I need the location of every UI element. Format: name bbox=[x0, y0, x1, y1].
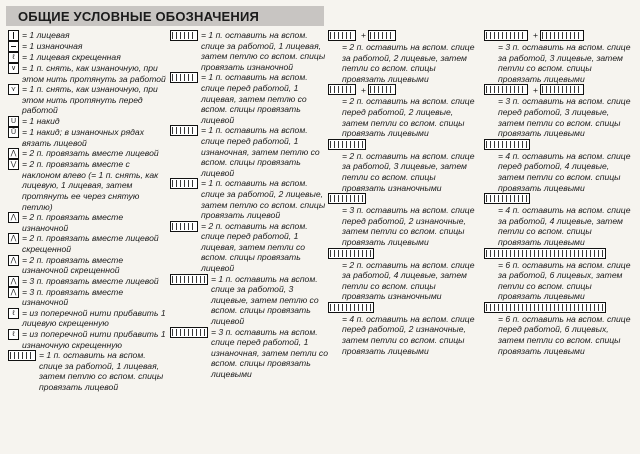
cable-symbol-icon bbox=[328, 248, 374, 259]
legend-item: = 3 п. оставить на вспом. спице перед работой, 1 изнаночная, затем петли со вспом. спицы провязать лицевыми bbox=[170, 327, 328, 380]
m1-purl-symbol-icon: ℓ bbox=[8, 329, 19, 340]
symbol-combo bbox=[484, 139, 636, 150]
symbol-combo bbox=[328, 302, 480, 313]
m1-knit-symbol-icon: ℓ bbox=[8, 308, 19, 319]
cable-symbol-icon bbox=[484, 248, 606, 259]
legend-item: ⋁ = 2 п. провязать вместе с наклоном влево (= 1 п. снять, как лицевую, 1 лицевая, затем протянуть ее через снятую петлю) bbox=[8, 159, 166, 212]
symbol-combo bbox=[484, 193, 636, 204]
cable-symbol-icon bbox=[170, 327, 208, 338]
knit-symbol-icon bbox=[8, 30, 19, 41]
cable-symbol-icon bbox=[170, 178, 198, 189]
legend-item: ⋀ = 2 п. провязать вместе изнаночной bbox=[8, 212, 166, 233]
ssk-symbol-icon: ⋁ bbox=[8, 159, 19, 170]
slip-back-symbol-icon: ∨ bbox=[8, 63, 19, 74]
legend-column-2 bbox=[170, 30, 328, 380]
slip-front-symbol-icon: ⋎ bbox=[8, 84, 19, 95]
cable-symbol-icon bbox=[170, 221, 198, 232]
k2tog-symbol-icon: ⋀ bbox=[8, 148, 19, 159]
symbol-combo: + bbox=[328, 84, 480, 95]
legend-item: ℓ = из поперечной нити прибавить 1 изнаночную скрещенную bbox=[8, 329, 166, 350]
legend-item: = 2 п. оставить на вспом. спице перед работой, 1 лицевая, затем петли со вспом. спицы провязать лицевой bbox=[170, 221, 328, 274]
legend-item: = 1 п. оставить на вспом. спице за работой, 2 лицевые, затем петлю со вспом. спицы провязать лицевой bbox=[170, 178, 328, 220]
symbol-combo: + bbox=[328, 30, 480, 41]
legend-column-3: + = 2 п. оставить на вспом. спице за работой, 2 лицевые, затем петли со вспом. спицы провязать лицевыми + = 2 п. оставить на вспом. спице перед работой, 2 лицевые, затем петли со вспом. спицы провязать лицевыми = 2 п. оставить на вспом. спице за работой, 3 лицевые, затем петли со вспом. спицы провязать изнаночными = 3 п. оставить на вспом. спице перед работой, 2 изнаночные, затем петли со вспом. спицы провязать лицевыми = 2 п. оставить на вспом. спице за работой, 4 лицевые, затем петли со вспом. спицы провязать изнаночными = 4 п. оставить на вспом. спице перед работой, 2 изнаночные, затем петли со вспом. спицы провязать лицевыми bbox=[328, 30, 480, 356]
legend-item: = 1 п. оставить на вспом. спице перед работой, 1 лицевая, затем петлю со вспом. спицы провязать лицевой bbox=[170, 72, 328, 125]
legend-item: = 1 изнаночная bbox=[8, 41, 166, 52]
p3tog-symbol-icon: ⋀ bbox=[8, 287, 19, 298]
cable-symbol-icon bbox=[484, 302, 606, 313]
symbol-combo bbox=[328, 193, 480, 204]
page-title: ОБЩИЕ УСЛОВНЫЕ ОБОЗНАЧЕНИЯ bbox=[18, 9, 260, 24]
p2tog-symbol-icon: ⋀ bbox=[8, 212, 19, 223]
twisted-knit-symbol-icon: ℓ bbox=[8, 52, 19, 63]
cable-symbol-icon bbox=[484, 139, 530, 150]
legend-item: ∨ = 1 п. снять, как изнаночную, при этом нить протянуть за работой bbox=[8, 63, 166, 84]
cable-symbol-icon bbox=[170, 30, 198, 41]
p2tog-tbl-symbol-icon: ⋀ bbox=[8, 255, 19, 266]
cable-symbol-icon bbox=[484, 30, 528, 41]
legend-item: = 1 п. оставить на вспом. спице за работой, 3 лицевые, затем петлю со вспом. спицы провязать лицевой bbox=[170, 274, 328, 327]
cable-symbol-icon bbox=[484, 84, 528, 95]
cable-symbol-icon bbox=[170, 125, 198, 136]
symbol-combo bbox=[484, 248, 636, 259]
cable-symbol-icon bbox=[328, 139, 366, 150]
legend-column-4: + = 3 п. оставить на вспом. спице за работой, 3 лицевые, затем петли со вспом. спицы провязать лицевыми + = 3 п. оставить на вспом. спице перед работой, 3 лицевые, затем петли со вспом. спицы провязать лицевыми = 4 п. оставить на вспом. спице перед работой, 4 лицевые, затем петли со вспом. спицы провязать лицевыми = 4 п. оставить на вспом. спице за работой, 4 лицевые, затем петли со вспом. спицы провязать лицевыми = 6 п. оставить на вспом. спице за работой, 6 лицевых, затем петли со вспом. спицы провязать лицевыми = 6 п. оставить на вспом. спице перед работой, 6 лицевых, затем петли со вспом. спицы провязать лицевыми bbox=[484, 30, 636, 356]
legend-item: ⋀ = 3 п. провязать вместе изнаночной bbox=[8, 287, 166, 308]
legend-item: = 1 п. оставить на вспом. спице за работой, 1 лицевая, затем петлю со вспом. спицы провязать изнаночной bbox=[170, 30, 328, 72]
cable-symbol-icon bbox=[540, 30, 584, 41]
legend-item: ℓ = из поперечной нити прибавить 1 лицевую скрещенную bbox=[8, 308, 166, 329]
legend-item: ⋎ = 1 п. снять, как изнаночную, при этом нить протянуть перед работой bbox=[8, 84, 166, 116]
cable-symbol-icon bbox=[540, 84, 584, 95]
symbol-combo bbox=[328, 139, 480, 150]
cable-symbol-icon bbox=[8, 350, 36, 361]
legend-item: ⋀ = 3 п. провязать вместе лицевой bbox=[8, 276, 166, 287]
k2tog-tbl-symbol-icon: ⋀ bbox=[8, 233, 19, 244]
cable-symbol-icon bbox=[328, 30, 356, 41]
yarn-over-knit-symbol-icon: Ū bbox=[8, 127, 19, 138]
legend-item: ℓ = 1 лицевая скрещенная bbox=[8, 52, 166, 63]
cable-symbol-icon bbox=[328, 302, 374, 313]
cable-symbol-icon bbox=[328, 84, 356, 95]
symbol-combo: + bbox=[484, 30, 636, 41]
legend-column-1 bbox=[8, 30, 166, 393]
k3tog-symbol-icon: ⋀ bbox=[8, 276, 19, 287]
symbol-combo bbox=[328, 248, 480, 259]
cable-symbol-icon bbox=[328, 193, 366, 204]
legend-item: ⋀ = 2 п. провязать вместе лицевой скрещенной bbox=[8, 233, 166, 254]
cable-symbol-icon bbox=[170, 72, 198, 83]
cable-symbol-icon bbox=[368, 84, 396, 95]
legend-item: = 1 лицевая bbox=[8, 30, 166, 41]
symbol-combo: + bbox=[484, 84, 636, 95]
purl-symbol-icon bbox=[8, 41, 19, 52]
cable-symbol-icon bbox=[484, 193, 530, 204]
symbol-combo bbox=[484, 302, 636, 313]
legend-item: = 1 п. оставить на вспом. спице за работой, 1 лицевая, затем петлю со вспом. спицы провязать лицевой bbox=[8, 350, 166, 392]
legend-item: Ū = 1 накид; в изнаночных рядах вязать лицевой bbox=[8, 127, 166, 148]
header-bar bbox=[6, 6, 324, 26]
cable-symbol-icon bbox=[170, 274, 208, 285]
legend-item: U = 1 накид bbox=[8, 116, 166, 127]
cable-symbol-icon bbox=[368, 30, 396, 41]
legend-item: = 1 п. оставить на вспом. спице перед работой, 1 изнаночная, затем петлю со вспом. спицы провязать лицевой bbox=[170, 125, 328, 178]
legend-item: ⋀ = 2 п. провязать вместе лицевой bbox=[8, 148, 166, 159]
legend-item: ⋀ = 2 п. провязать вместе изнаночной скрещенной bbox=[8, 255, 166, 276]
yarn-over-symbol-icon: U bbox=[8, 116, 19, 127]
